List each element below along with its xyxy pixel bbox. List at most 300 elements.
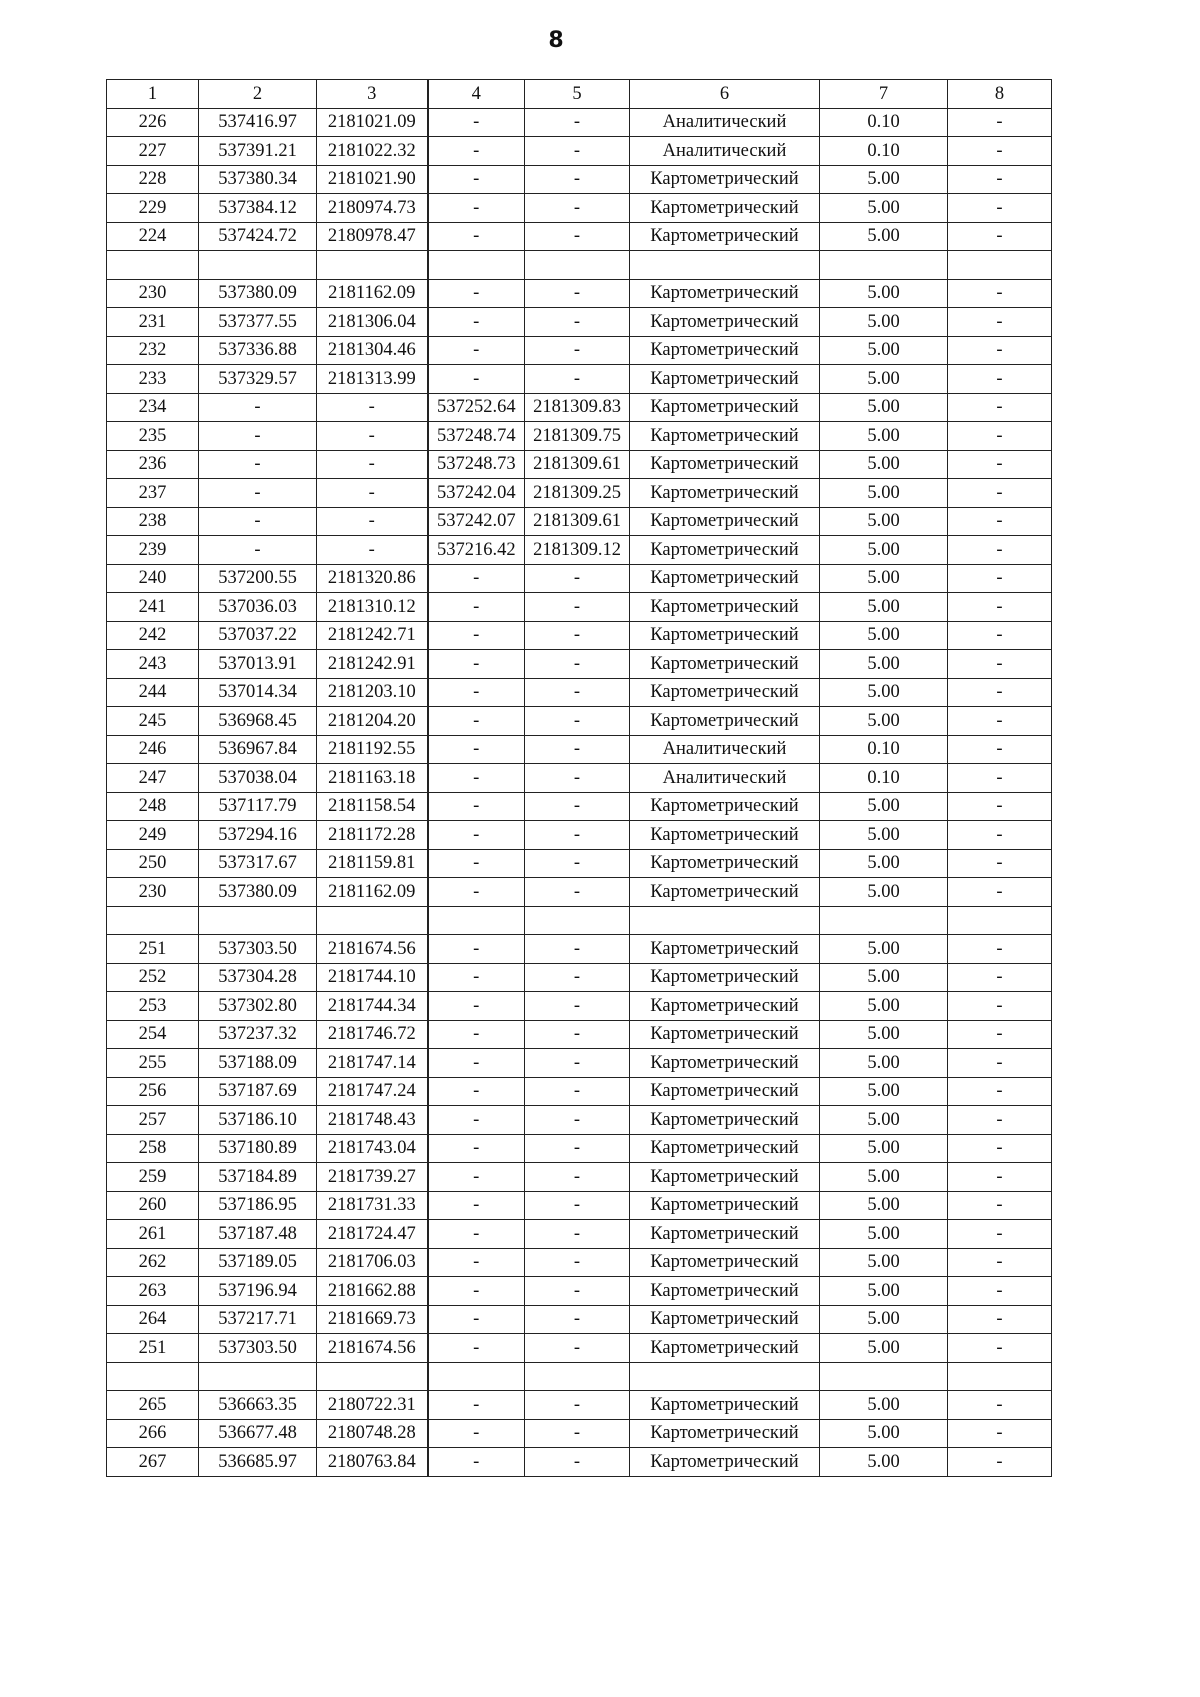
table-cell: 2181304.46 — [317, 336, 428, 365]
table-cell: 5.00 — [820, 450, 948, 479]
table-cell: 262 — [107, 1248, 199, 1277]
table-row — [107, 1049, 1052, 1078]
table-cell: 0.10 — [820, 137, 948, 166]
table-cell: Картометрический — [630, 792, 820, 821]
table-cell: - — [428, 336, 525, 365]
table-cell: 537014.34 — [199, 678, 317, 707]
table-cell: 261 — [107, 1220, 199, 1249]
table-cell: 2181159.81 — [317, 849, 428, 878]
table-cell: 2181163.18 — [317, 764, 428, 793]
table-cell: - — [525, 137, 630, 166]
table-row — [107, 279, 1052, 308]
table-cell: - — [525, 593, 630, 622]
table-cell: - — [428, 621, 525, 650]
table-cell: Картометрический — [630, 1391, 820, 1420]
table-cell — [630, 251, 820, 280]
table-cell: Картометрический — [630, 1020, 820, 1049]
table-row — [107, 792, 1052, 821]
table-cell: 2181172.28 — [317, 821, 428, 850]
table-cell: - — [948, 1305, 1052, 1334]
table-cell: - — [428, 194, 525, 223]
table-cell: 5.00 — [820, 194, 948, 223]
table-cell: 5.00 — [820, 821, 948, 850]
table-cell: - — [525, 1020, 630, 1049]
table-cell: 5.00 — [820, 422, 948, 451]
table-cell: Картометрический — [630, 1077, 820, 1106]
table-cell: 5.00 — [820, 308, 948, 337]
table-cell: - — [525, 336, 630, 365]
table-cell: 2181309.12 — [525, 536, 630, 565]
table-cell: Картометрический — [630, 422, 820, 451]
table-cell: 536677.48 — [199, 1419, 317, 1448]
table-cell: - — [948, 222, 1052, 251]
table-cell: - — [525, 992, 630, 1021]
table-cell: 257 — [107, 1106, 199, 1135]
table-cell: 264 — [107, 1305, 199, 1334]
table-cell: Картометрический — [630, 963, 820, 992]
table-cell: - — [525, 1277, 630, 1306]
table-cell: - — [428, 593, 525, 622]
table-cell — [199, 251, 317, 280]
table-cell: - — [428, 1020, 525, 1049]
table-cell: 5.00 — [820, 536, 948, 565]
table-cell: 537252.64 — [428, 393, 525, 422]
table-cell: - — [525, 1448, 630, 1477]
table-cell: - — [525, 308, 630, 337]
table-cell: 2181021.90 — [317, 165, 428, 194]
table-cell: - — [199, 507, 317, 536]
table-cell: - — [948, 108, 1052, 137]
table-cell: 5.00 — [820, 279, 948, 308]
table-cell: - — [428, 1334, 525, 1363]
table-cell: - — [428, 1305, 525, 1334]
table-row — [107, 365, 1052, 394]
table-row — [107, 422, 1052, 451]
table-row — [107, 479, 1052, 508]
table-cell: 2181242.91 — [317, 650, 428, 679]
table-cell: - — [428, 1277, 525, 1306]
table-cell: 238 — [107, 507, 199, 536]
table-cell: - — [948, 963, 1052, 992]
table-cell: 2181744.10 — [317, 963, 428, 992]
table-cell: Картометрический — [630, 165, 820, 194]
table-cell: Картометрический — [630, 1248, 820, 1277]
table-cell: - — [525, 707, 630, 736]
table-cell: Картометрический — [630, 1220, 820, 1249]
table-cell: - — [317, 507, 428, 536]
table-cell: 2181320.86 — [317, 564, 428, 593]
table-row — [107, 878, 1052, 907]
table-cell: 5.00 — [820, 1277, 948, 1306]
table-cell: 2181242.71 — [317, 621, 428, 650]
table-cell: 2181747.14 — [317, 1049, 428, 1078]
table-cell: - — [317, 422, 428, 451]
table-row — [107, 678, 1052, 707]
table-cell: 255 — [107, 1049, 199, 1078]
table-cell: - — [199, 393, 317, 422]
table-cell: 2181309.25 — [525, 479, 630, 508]
table-cell: 537189.05 — [199, 1248, 317, 1277]
table-cell: - — [525, 735, 630, 764]
table-cell: 241 — [107, 593, 199, 622]
table-cell: 2180974.73 — [317, 194, 428, 223]
table-cell: - — [948, 821, 1052, 850]
table-cell: 537186.10 — [199, 1106, 317, 1135]
table-row — [107, 1134, 1052, 1163]
table-row — [107, 1020, 1052, 1049]
table-cell: 230 — [107, 279, 199, 308]
table-cell: Картометрический — [630, 1163, 820, 1192]
table-cell: - — [525, 935, 630, 964]
table-cell: - — [948, 279, 1052, 308]
table-row — [107, 1305, 1052, 1334]
table-cell: - — [525, 194, 630, 223]
table-cell: - — [948, 507, 1052, 536]
table-cell: 5.00 — [820, 507, 948, 536]
table-cell: - — [428, 365, 525, 394]
table-cell: - — [948, 564, 1052, 593]
table-cell: - — [525, 1106, 630, 1135]
table-cell: - — [948, 536, 1052, 565]
table-cell: 242 — [107, 621, 199, 650]
table-cell: - — [948, 792, 1052, 821]
table-cell: - — [948, 764, 1052, 793]
table-cell — [317, 1362, 428, 1391]
table-cell: 537187.48 — [199, 1220, 317, 1249]
table-cell: Картометрический — [630, 1419, 820, 1448]
table-cell: 2181743.04 — [317, 1134, 428, 1163]
table-cell: 5.00 — [820, 1077, 948, 1106]
table-cell: 234 — [107, 393, 199, 422]
table-cell: - — [199, 536, 317, 565]
table-cell: - — [948, 878, 1052, 907]
table-cell: 2181162.09 — [317, 878, 428, 907]
table-cell: 2181669.73 — [317, 1305, 428, 1334]
table-cell: Картометрический — [630, 621, 820, 650]
table-cell — [948, 906, 1052, 935]
table-cell — [820, 251, 948, 280]
table-cell: - — [317, 393, 428, 422]
table-cell: - — [948, 935, 1052, 964]
table-cell: 251 — [107, 1334, 199, 1363]
table-cell: Картометрический — [630, 536, 820, 565]
table-cell: 2180763.84 — [317, 1448, 428, 1477]
table-cell: 254 — [107, 1020, 199, 1049]
table-cell: 537187.69 — [199, 1077, 317, 1106]
table-cell: Картометрический — [630, 1191, 820, 1220]
table-cell — [317, 251, 428, 280]
table-cell: - — [948, 137, 1052, 166]
table-cell: 239 — [107, 536, 199, 565]
table-cell: 5.00 — [820, 707, 948, 736]
table-cell: - — [428, 1220, 525, 1249]
table-cell: - — [948, 450, 1052, 479]
table-cell: - — [428, 764, 525, 793]
table-cell: 246 — [107, 735, 199, 764]
table-cell: 5.00 — [820, 621, 948, 650]
table-cell: 2181158.54 — [317, 792, 428, 821]
table-cell: - — [428, 564, 525, 593]
table-cell: - — [948, 365, 1052, 394]
table-cell: - — [948, 1191, 1052, 1220]
table-cell: 251 — [107, 935, 199, 964]
table-cell: 537242.07 — [428, 507, 525, 536]
table-cell: 2181192.55 — [317, 735, 428, 764]
table-cell: - — [317, 479, 428, 508]
table-cell: 537377.55 — [199, 308, 317, 337]
table-cell: Картометрический — [630, 678, 820, 707]
table-cell: Картометрический — [630, 564, 820, 593]
table-cell: 5.00 — [820, 1049, 948, 1078]
table-cell: - — [428, 1248, 525, 1277]
table-cell: 227 — [107, 137, 199, 166]
table-cell: - — [948, 621, 1052, 650]
table-cell: 2181706.03 — [317, 1248, 428, 1277]
table-cell: Картометрический — [630, 1448, 820, 1477]
table-cell: - — [525, 821, 630, 850]
table-cell: 5.00 — [820, 963, 948, 992]
table-cell: 5.00 — [820, 650, 948, 679]
table-cell: - — [525, 1419, 630, 1448]
table-cell — [428, 1362, 525, 1391]
table-cell: 0.10 — [820, 735, 948, 764]
table-row — [107, 1220, 1052, 1249]
table-cell: 537329.57 — [199, 365, 317, 394]
table-cell: 5.00 — [820, 479, 948, 508]
table-row — [107, 593, 1052, 622]
table-cell: 2180722.31 — [317, 1391, 428, 1420]
table-cell: - — [428, 1049, 525, 1078]
table-cell: 537180.89 — [199, 1134, 317, 1163]
table-cell: - — [428, 792, 525, 821]
table-cell: - — [948, 593, 1052, 622]
coordinates-table — [106, 79, 1052, 1477]
table-cell: Картометрический — [630, 393, 820, 422]
table-cell: 5.00 — [820, 992, 948, 1021]
table-cell: 5.00 — [820, 1220, 948, 1249]
table-cell: - — [428, 1163, 525, 1192]
table-row — [107, 621, 1052, 650]
table-cell: 536968.45 — [199, 707, 317, 736]
table-cell: 537294.16 — [199, 821, 317, 850]
table-cell: 5.00 — [820, 1020, 948, 1049]
table-cell: 5.00 — [820, 165, 948, 194]
table-row — [107, 137, 1052, 166]
table-cell: - — [525, 1334, 630, 1363]
table-cell: 5.00 — [820, 1106, 948, 1135]
table-cell: 2181674.56 — [317, 1334, 428, 1363]
table-cell: 228 — [107, 165, 199, 194]
table-cell: 2181724.47 — [317, 1220, 428, 1249]
table-row — [107, 735, 1052, 764]
table-cell: 2181744.34 — [317, 992, 428, 1021]
table-cell: 537186.95 — [199, 1191, 317, 1220]
table-cell: 2181022.32 — [317, 137, 428, 166]
table-cell: - — [948, 1134, 1052, 1163]
table-cell: - — [948, 992, 1052, 1021]
table-cell: - — [948, 1077, 1052, 1106]
table-cell: - — [525, 564, 630, 593]
table-cell: 235 — [107, 422, 199, 451]
table-cell: - — [948, 308, 1052, 337]
table-cell — [525, 1362, 630, 1391]
header-cell: 7 — [820, 80, 948, 109]
table-cell: - — [948, 1391, 1052, 1420]
table-cell: 2181162.09 — [317, 279, 428, 308]
table-cell: 5.00 — [820, 1391, 948, 1420]
table-cell: 260 — [107, 1191, 199, 1220]
table-cell: - — [525, 1163, 630, 1192]
header-row — [107, 80, 1052, 109]
table-cell: - — [948, 1220, 1052, 1249]
table-cell: - — [948, 1419, 1052, 1448]
table-row — [107, 849, 1052, 878]
table-cell: - — [199, 422, 317, 451]
table-row — [107, 764, 1052, 793]
table-cell: - — [948, 650, 1052, 679]
table-row — [107, 1106, 1052, 1135]
header-cell: 8 — [948, 80, 1052, 109]
table-cell: Аналитический — [630, 137, 820, 166]
table-cell: 2180978.47 — [317, 222, 428, 251]
table-cell: Картометрический — [630, 450, 820, 479]
table-row — [107, 564, 1052, 593]
table-cell: 252 — [107, 963, 199, 992]
table-cell: 5.00 — [820, 564, 948, 593]
table-cell: 2180748.28 — [317, 1419, 428, 1448]
table-row — [107, 536, 1052, 565]
table-cell: 230 — [107, 878, 199, 907]
table-cell: - — [428, 992, 525, 1021]
table-cell — [107, 906, 199, 935]
table-cell: - — [948, 1277, 1052, 1306]
table-cell: Картометрический — [630, 992, 820, 1021]
table-cell: 537038.04 — [199, 764, 317, 793]
table-cell: 2181662.88 — [317, 1277, 428, 1306]
table-cell: Картометрический — [630, 365, 820, 394]
table-cell: - — [428, 1391, 525, 1420]
table-cell: - — [948, 1448, 1052, 1477]
table-cell: Картометрический — [630, 336, 820, 365]
table-cell: 5.00 — [820, 849, 948, 878]
table-cell: 537117.79 — [199, 792, 317, 821]
table-cell: 253 — [107, 992, 199, 1021]
table-cell: - — [525, 792, 630, 821]
table-cell: - — [948, 479, 1052, 508]
table-cell — [820, 1362, 948, 1391]
table-cell: Картометрический — [630, 878, 820, 907]
table-cell: 2181746.72 — [317, 1020, 428, 1049]
table-cell — [199, 1362, 317, 1391]
table-cell: - — [428, 108, 525, 137]
table-cell: 5.00 — [820, 593, 948, 622]
table-cell: - — [428, 650, 525, 679]
table-cell: - — [948, 336, 1052, 365]
table-cell: 537303.50 — [199, 1334, 317, 1363]
table-cell: Картометрический — [630, 849, 820, 878]
table-cell: 256 — [107, 1077, 199, 1106]
table-cell — [948, 251, 1052, 280]
table-cell: 537013.91 — [199, 650, 317, 679]
table-cell: - — [525, 108, 630, 137]
table-cell: Картометрический — [630, 1049, 820, 1078]
table-cell: - — [948, 393, 1052, 422]
table-cell: Картометрический — [630, 1134, 820, 1163]
table-cell: Картометрический — [630, 1305, 820, 1334]
table-cell: 2181204.20 — [317, 707, 428, 736]
table-cell: - — [948, 735, 1052, 764]
table-cell: Картометрический — [630, 593, 820, 622]
table-cell: 5.00 — [820, 1163, 948, 1192]
table-cell: - — [428, 707, 525, 736]
table-cell: 244 — [107, 678, 199, 707]
table-cell: 537380.09 — [199, 279, 317, 308]
table-cell: - — [428, 1106, 525, 1135]
table-cell: - — [428, 222, 525, 251]
table-cell — [948, 1362, 1052, 1391]
table-cell — [317, 906, 428, 935]
table-cell: - — [525, 1391, 630, 1420]
table-cell: 5.00 — [820, 792, 948, 821]
table-cell: Картометрический — [630, 935, 820, 964]
table-row — [107, 1334, 1052, 1363]
table-cell: - — [948, 1163, 1052, 1192]
table-cell: 250 — [107, 849, 199, 878]
table-row — [107, 108, 1052, 137]
table-cell: - — [525, 365, 630, 394]
table-row — [107, 1391, 1052, 1420]
table-cell: 2181747.24 — [317, 1077, 428, 1106]
table-cell: Картометрический — [630, 507, 820, 536]
table-cell: Аналитический — [630, 735, 820, 764]
table-cell: 537336.88 — [199, 336, 317, 365]
table-cell: Картометрический — [630, 194, 820, 223]
table-row — [107, 393, 1052, 422]
table-cell: 229 — [107, 194, 199, 223]
table-cell: 224 — [107, 222, 199, 251]
table-cell: - — [317, 450, 428, 479]
table-cell: 537380.09 — [199, 878, 317, 907]
table-cell: Картометрический — [630, 479, 820, 508]
table-cell: 247 — [107, 764, 199, 793]
table-cell: - — [428, 137, 525, 166]
table-cell: 231 — [107, 308, 199, 337]
table-cell: 259 — [107, 1163, 199, 1192]
table-cell: - — [948, 1020, 1052, 1049]
table-cell: 237 — [107, 479, 199, 508]
table-cell: - — [428, 735, 525, 764]
table-cell: - — [948, 1248, 1052, 1277]
table-cell: 263 — [107, 1277, 199, 1306]
table-cell: - — [428, 878, 525, 907]
table-row — [107, 1362, 1052, 1391]
table-cell: - — [525, 849, 630, 878]
table-cell: 2181309.61 — [525, 507, 630, 536]
table-cell: - — [948, 422, 1052, 451]
table-row — [107, 935, 1052, 964]
table-cell: Аналитический — [630, 764, 820, 793]
table-cell: 537424.72 — [199, 222, 317, 251]
table-cell: - — [199, 479, 317, 508]
table-cell: - — [948, 1049, 1052, 1078]
table-cell: 2181674.56 — [317, 935, 428, 964]
table-cell: Картометрический — [630, 1334, 820, 1363]
table-cell: 2181310.12 — [317, 593, 428, 622]
table-cell: 233 — [107, 365, 199, 394]
table-cell: - — [948, 1106, 1052, 1135]
table-cell: 537196.94 — [199, 1277, 317, 1306]
table-cell: - — [948, 1334, 1052, 1363]
